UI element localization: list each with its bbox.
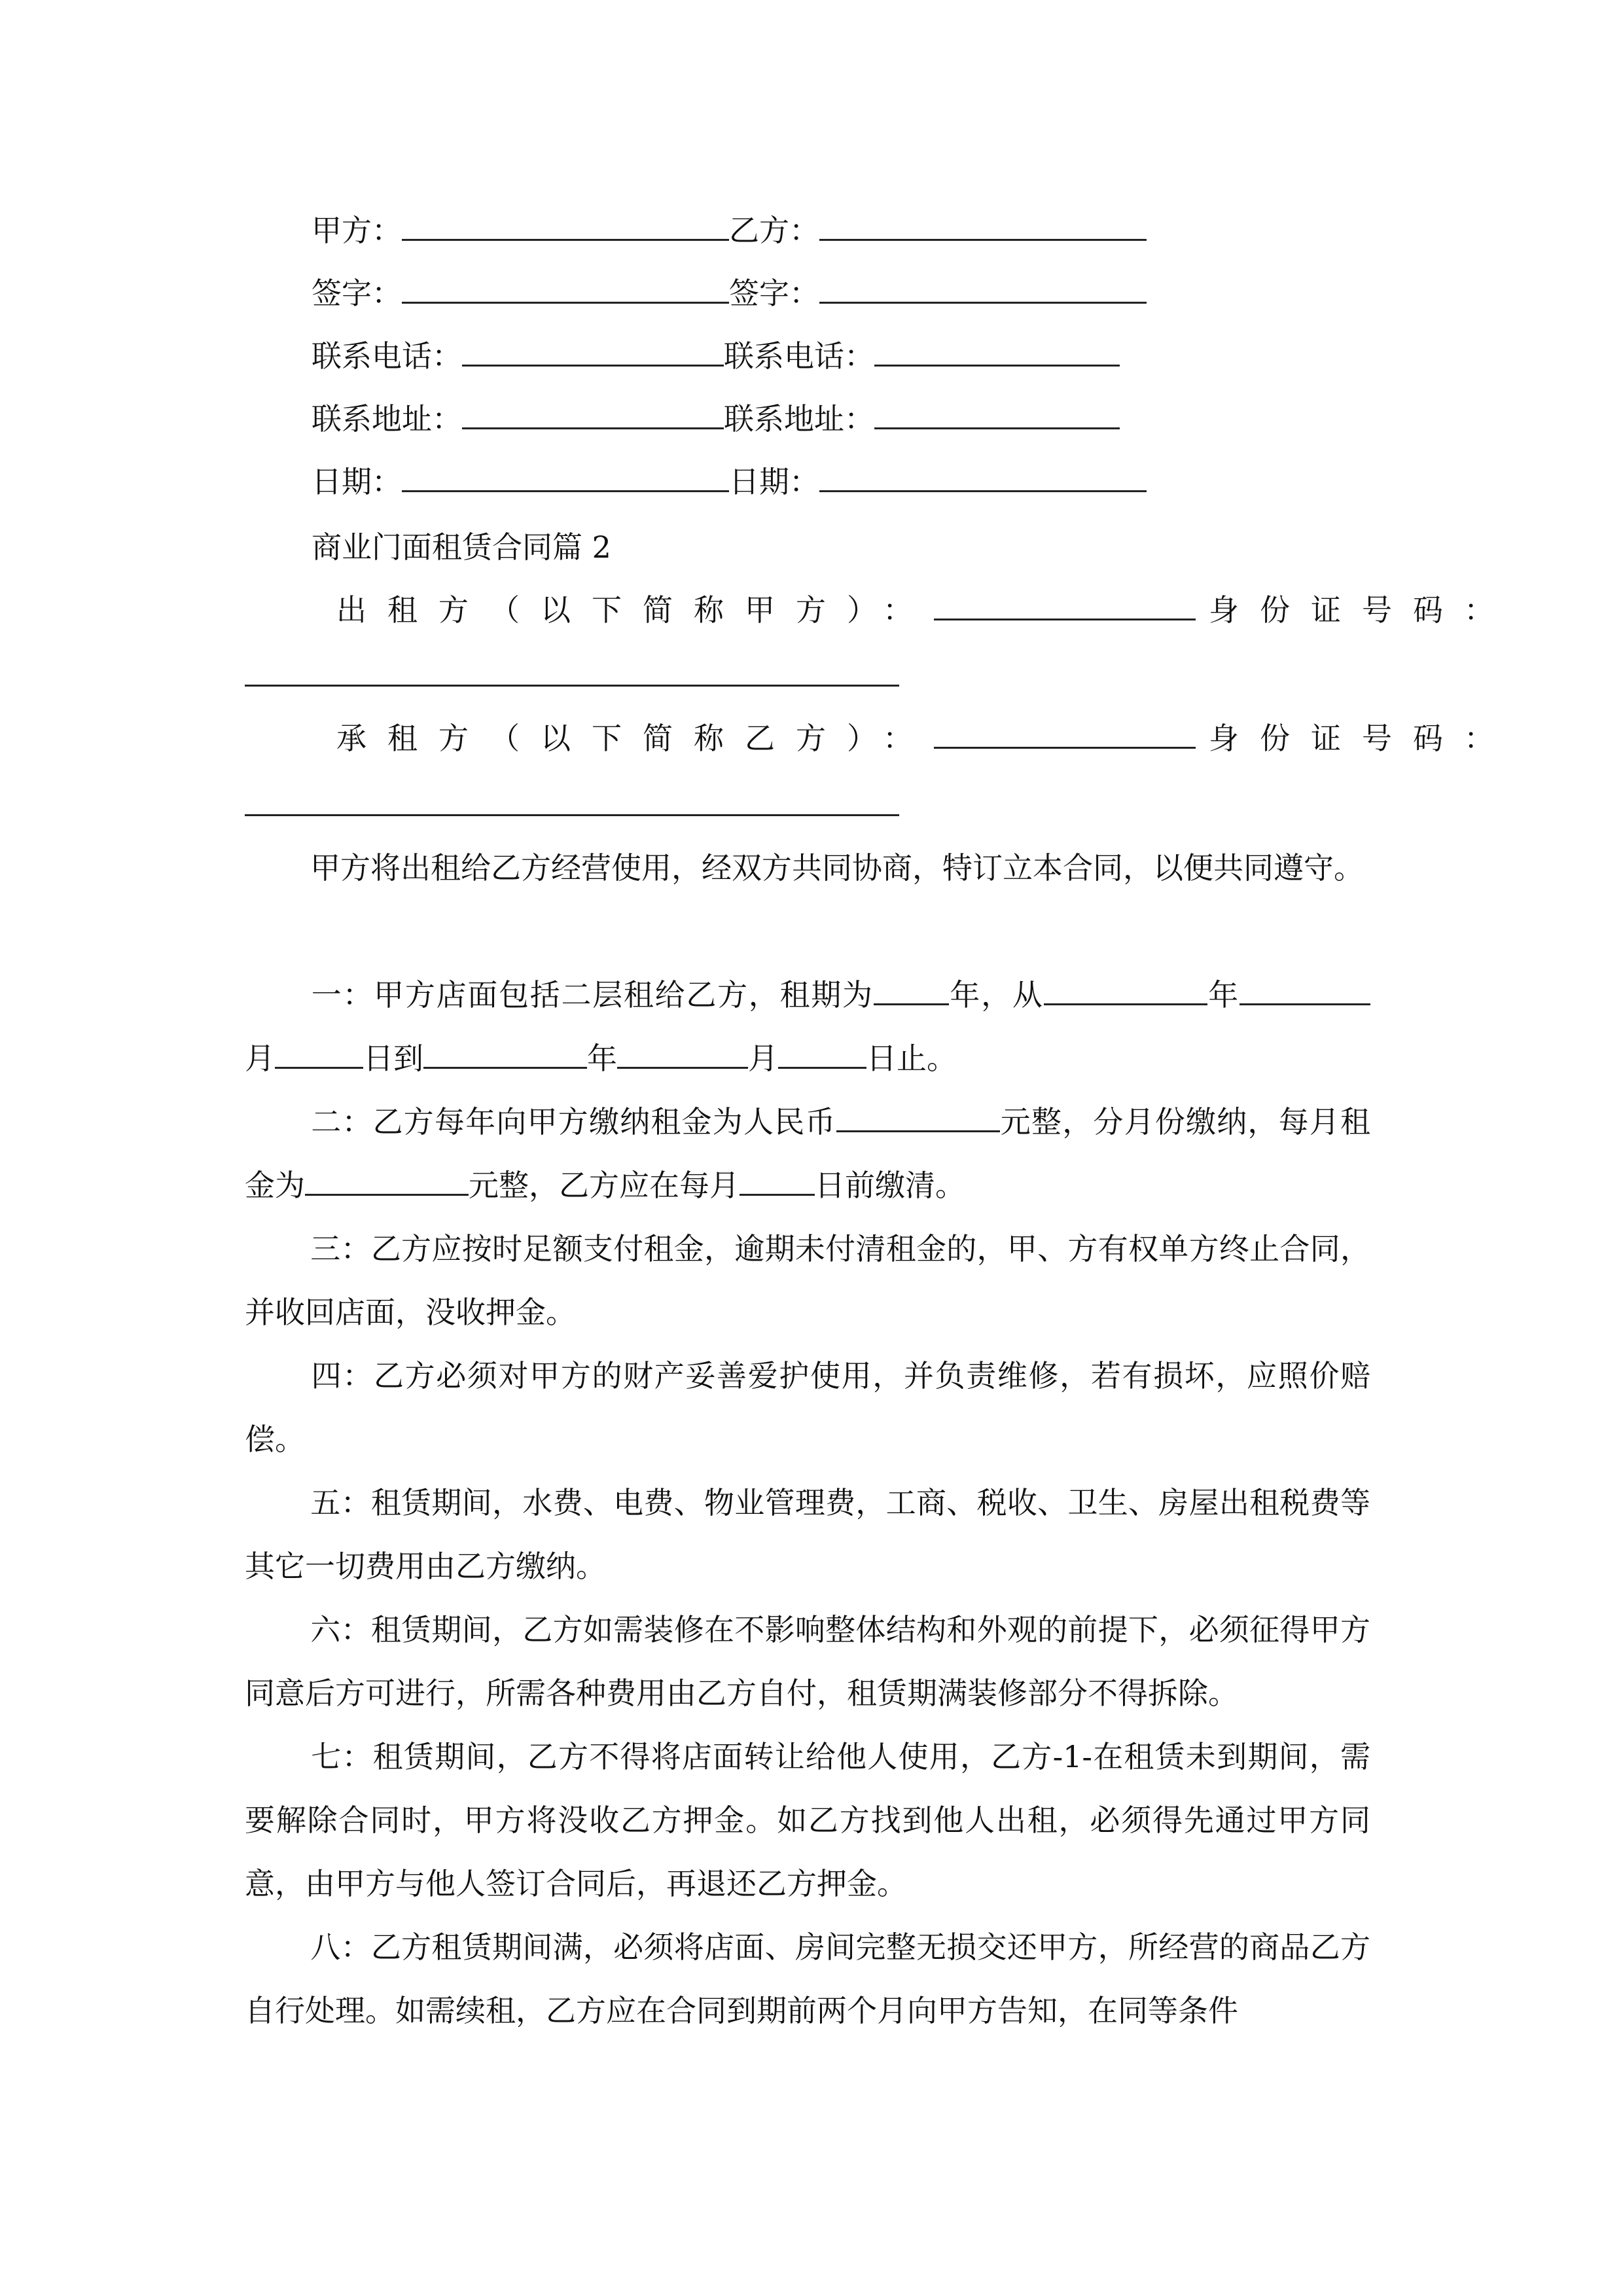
- end-month-blank: [617, 1041, 748, 1069]
- lessee-id-blank: [245, 814, 899, 816]
- lease-years-blank: [874, 977, 949, 1005]
- address-a-label: 联系地址：: [312, 401, 462, 437]
- lessee-row: [336, 719, 1515, 758]
- clause-5: [245, 1471, 1370, 1598]
- address-b-blank: [874, 401, 1120, 429]
- contract-title: 商业门面租赁合同篇 2: [312, 529, 611, 565]
- clause-8-text: 八：乙方租赁期间满，必须将店面、房间完整无损交还甲方，所经营的商品乙方自行处理。如需续租，乙方应在合同到期前两个月向甲方告知，在同等条件: [245, 1929, 1370, 2028]
- lessor-name-blank: [934, 592, 1196, 620]
- start-year-blank: [1044, 977, 1207, 1005]
- clause-2-text-a: 二：乙方每年向甲方缴纳租金为人民币: [310, 1104, 836, 1139]
- clause-1-text-d: 月: [245, 1041, 275, 1076]
- clause-6-text: 六：租赁期间，乙方如需装修在不影响整体结构和外观的前提下，必须征得甲方同意后方可进行，所需各种费用由乙方自付，租赁期满装修部分不得拆除。: [245, 1612, 1370, 1711]
- clause-3-text: 三：乙方应按时足额支付租金，逾期未付清租金的，甲、方有权单方终止合同，并收回店面，没收押金。: [245, 1231, 1370, 1330]
- phone-row: [312, 336, 1120, 376]
- signature-row: [312, 274, 1147, 313]
- clause-2-text-d: 日前缴清。: [815, 1168, 965, 1203]
- party-a-blank: [402, 213, 729, 241]
- address-b-label: 联系地址：: [724, 401, 874, 437]
- clause-8: [245, 1916, 1370, 2043]
- clause-1-text-a: 一：甲方店面包括二层租给乙方，租期为: [310, 977, 874, 1013]
- end-day-blank: [778, 1041, 866, 1069]
- sign-b-label: 签字：: [729, 276, 819, 311]
- clause-1-text-f: 年: [587, 1041, 617, 1076]
- clause-7-text: 七：租赁期间，乙方不得将店面转让给他人使用，乙方-1-在租赁未到期间，需要解除合同时，甲方将没收乙方押金。如乙方找到他人出租，必须得先通过甲方同意，由甲方与他人签订合同后，再退还乙方押金。: [245, 1739, 1370, 1901]
- lessor-label: 出租方（以下简称甲方）：: [336, 592, 934, 628]
- phone-a-blank: [462, 338, 724, 367]
- clause-2: [245, 1090, 1370, 1217]
- clause-1: [245, 963, 1370, 1090]
- start-month-blank: [1240, 977, 1370, 1005]
- lessor-row: [336, 590, 1515, 630]
- party-b-label: 乙方：: [729, 213, 819, 248]
- phone-a-label: 联系电话：: [312, 338, 462, 374]
- date-row: [312, 462, 1147, 501]
- sign-b-blank: [819, 276, 1147, 304]
- clause-6: [245, 1598, 1370, 1725]
- clause-4-text: 四：乙方必须对甲方的财产妥善爱护使用，并负责维修，若有损坏，应照价赔偿。: [245, 1358, 1370, 1457]
- due-day-blank: [740, 1168, 815, 1196]
- date-b-label: 日期：: [729, 464, 819, 499]
- address-row: [312, 399, 1120, 439]
- date-a-label: 日期：: [312, 464, 402, 499]
- lessee-label: 承租方（以下简称乙方）：: [336, 721, 934, 756]
- party-b-blank: [819, 213, 1147, 241]
- clause-1-text-c: 年: [1207, 977, 1240, 1013]
- party-a-label: 甲方：: [312, 213, 402, 248]
- clause-4: [245, 1344, 1370, 1471]
- clause-1-text-h: 日止。: [866, 1041, 957, 1076]
- annual-rent-blank: [836, 1104, 1000, 1132]
- sign-a-blank: [402, 276, 729, 304]
- clause-5-text: 五：租赁期间，水费、电费、物业管理费，工商、税收、卫生、房屋出租税费等其它一切费用由乙方缴纳。: [245, 1485, 1370, 1584]
- lessor-id-label: 身份证号码：: [1209, 592, 1515, 628]
- start-day-blank: [275, 1041, 363, 1069]
- clause-1-text-g: 月: [748, 1041, 778, 1076]
- clause-3: [245, 1217, 1370, 1344]
- lessor-id-blank: [245, 685, 899, 687]
- end-year-blank: [423, 1041, 587, 1069]
- clause-7: [245, 1725, 1370, 1916]
- lessee-id-label: 身份证号码：: [1209, 721, 1515, 756]
- phone-b-label: 联系电话：: [724, 338, 874, 374]
- address-a-blank: [462, 401, 724, 429]
- sign-a-label: 签字：: [312, 276, 402, 311]
- phone-b-blank: [874, 338, 1120, 367]
- lessee-name-blank: [934, 721, 1196, 749]
- intro-paragraph: [245, 836, 1370, 900]
- party-a-row: [312, 211, 1147, 250]
- clause-2-text-c: 元整，乙方应在每月: [469, 1168, 740, 1203]
- monthly-rent-blank: [305, 1168, 469, 1196]
- date-b-blank: [819, 464, 1147, 492]
- date-a-blank: [402, 464, 729, 492]
- intro-text: 甲方将出租给乙方经营使用，经双方共同协商，特订立本合同，以便共同遵守。: [310, 850, 1364, 886]
- clause-2-text-b: 元整，分月份缴纳，每月租金为: [245, 1104, 1371, 1203]
- clause-1-text-b: 年，从: [948, 977, 1044, 1013]
- clause-1-text-e: 日到: [363, 1041, 423, 1076]
